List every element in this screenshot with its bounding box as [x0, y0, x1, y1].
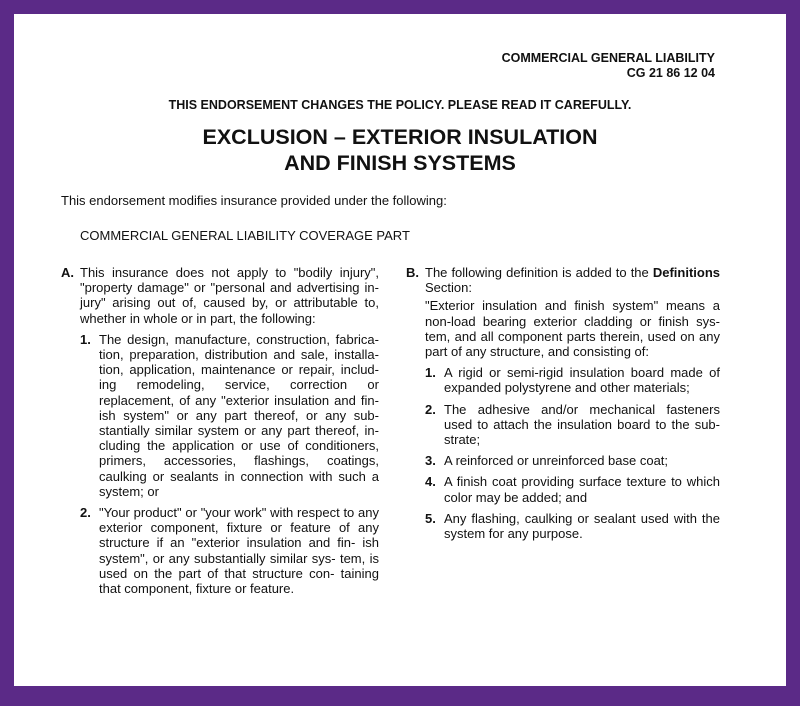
title-line-2: AND FINISH SYSTEMS: [284, 151, 516, 175]
list-item: [425, 474, 720, 504]
list-item: [425, 511, 720, 541]
item-number: 5.: [425, 510, 436, 526]
section-b-text-suffix: Section:: [425, 280, 472, 296]
intro-text: This endorsement modifies insurance provided under the following:: [61, 193, 447, 208]
definition-text: "Exterior insulation and finish system" means a non-load bearing exterior cladding or finish sys- tem, and all component parts therein, used on any part of any structure, and consisting of:: [425, 298, 720, 360]
item-text: A reinforced or unreinforced base coat;: [444, 453, 669, 469]
item-number: 3.: [425, 453, 436, 469]
section-a-letter: A.: [61, 265, 74, 280]
endorsement-notice: THIS ENDORSEMENT CHANGES THE POLICY. PLEASE READ IT CAREFULLY.: [168, 98, 632, 112]
section-b-list: [425, 365, 720, 541]
column-right: [406, 265, 720, 547]
item-text: The adhesive and/or mechanical fasteners used to attach the insulation board to the sub- strate;: [444, 401, 720, 448]
item-text: A rigid or semi-rigid insulation board made of expanded polystyrene and other materials;: [444, 365, 720, 396]
title-line-1: EXCLUSION – EXTERIOR INSULATION: [202, 125, 598, 149]
page-title: [14, 124, 786, 176]
item-text: A finish coat providing surface texture to which color may be added; and: [444, 474, 720, 505]
list-item: [425, 453, 720, 468]
form-line-of-business: COMMERCIAL GENERAL LIABILITY: [501, 51, 715, 65]
item-text: The design, manufacture, construction, fabrica- tion, preparation, distribution and sale, installa- tion, application, maintenance or repair, includ- ing remodeling, service, correction or replacement, of any "exterior insulation and fin- ish system" or any part thereof, or any sub- stantially similar system or any part thereof, in- cluding the application or use of conditioners, primers, accessories, flashings, coatings, caulking or sealants in connection with such a system; or: [99, 331, 379, 499]
definitions-heading-ref: Definitions: [652, 265, 720, 280]
section-b-letter: B.: [406, 265, 419, 280]
section-b-text: [425, 265, 720, 295]
coverage-part: COMMERCIAL GENERAL LIABILITY COVERAGE PART: [80, 228, 410, 243]
item-text: Any flashing, caulking or sealant used with the system for any purpose.: [444, 510, 720, 542]
section-a: [61, 265, 379, 596]
list-item: [425, 402, 720, 448]
list-item: [80, 332, 379, 499]
item-number: 1.: [80, 331, 91, 347]
list-item: [80, 505, 379, 596]
section-a-text: This insurance does not apply to "bodily injury", "property damage" or "personal and advertising in- jury" arising out of, caused by, or attributable to, whether in whole or in part, the following:: [80, 265, 379, 326]
form-number: CG 21 86 12 04: [626, 66, 715, 80]
list-item: [425, 365, 720, 395]
document-page: [14, 14, 786, 686]
item-number: 1.: [425, 365, 436, 381]
item-number: 2.: [80, 505, 91, 521]
section-b: [406, 265, 720, 541]
section-a-list: [80, 332, 379, 596]
item-text: "Your product" or "your work" with respect to any exterior component, fixture or feature of any structure if an "exterior insulation and fin- ish system", or any substantially similar sys- tem, is used on the part of that structure con- taining that component, fixture or feature.: [99, 505, 379, 597]
item-number: 4.: [425, 474, 436, 490]
column-left: [61, 265, 379, 602]
section-b-text-prefix: The following definition is added to the: [425, 265, 653, 280]
item-number: 2.: [425, 401, 436, 417]
form-header: [502, 51, 715, 81]
